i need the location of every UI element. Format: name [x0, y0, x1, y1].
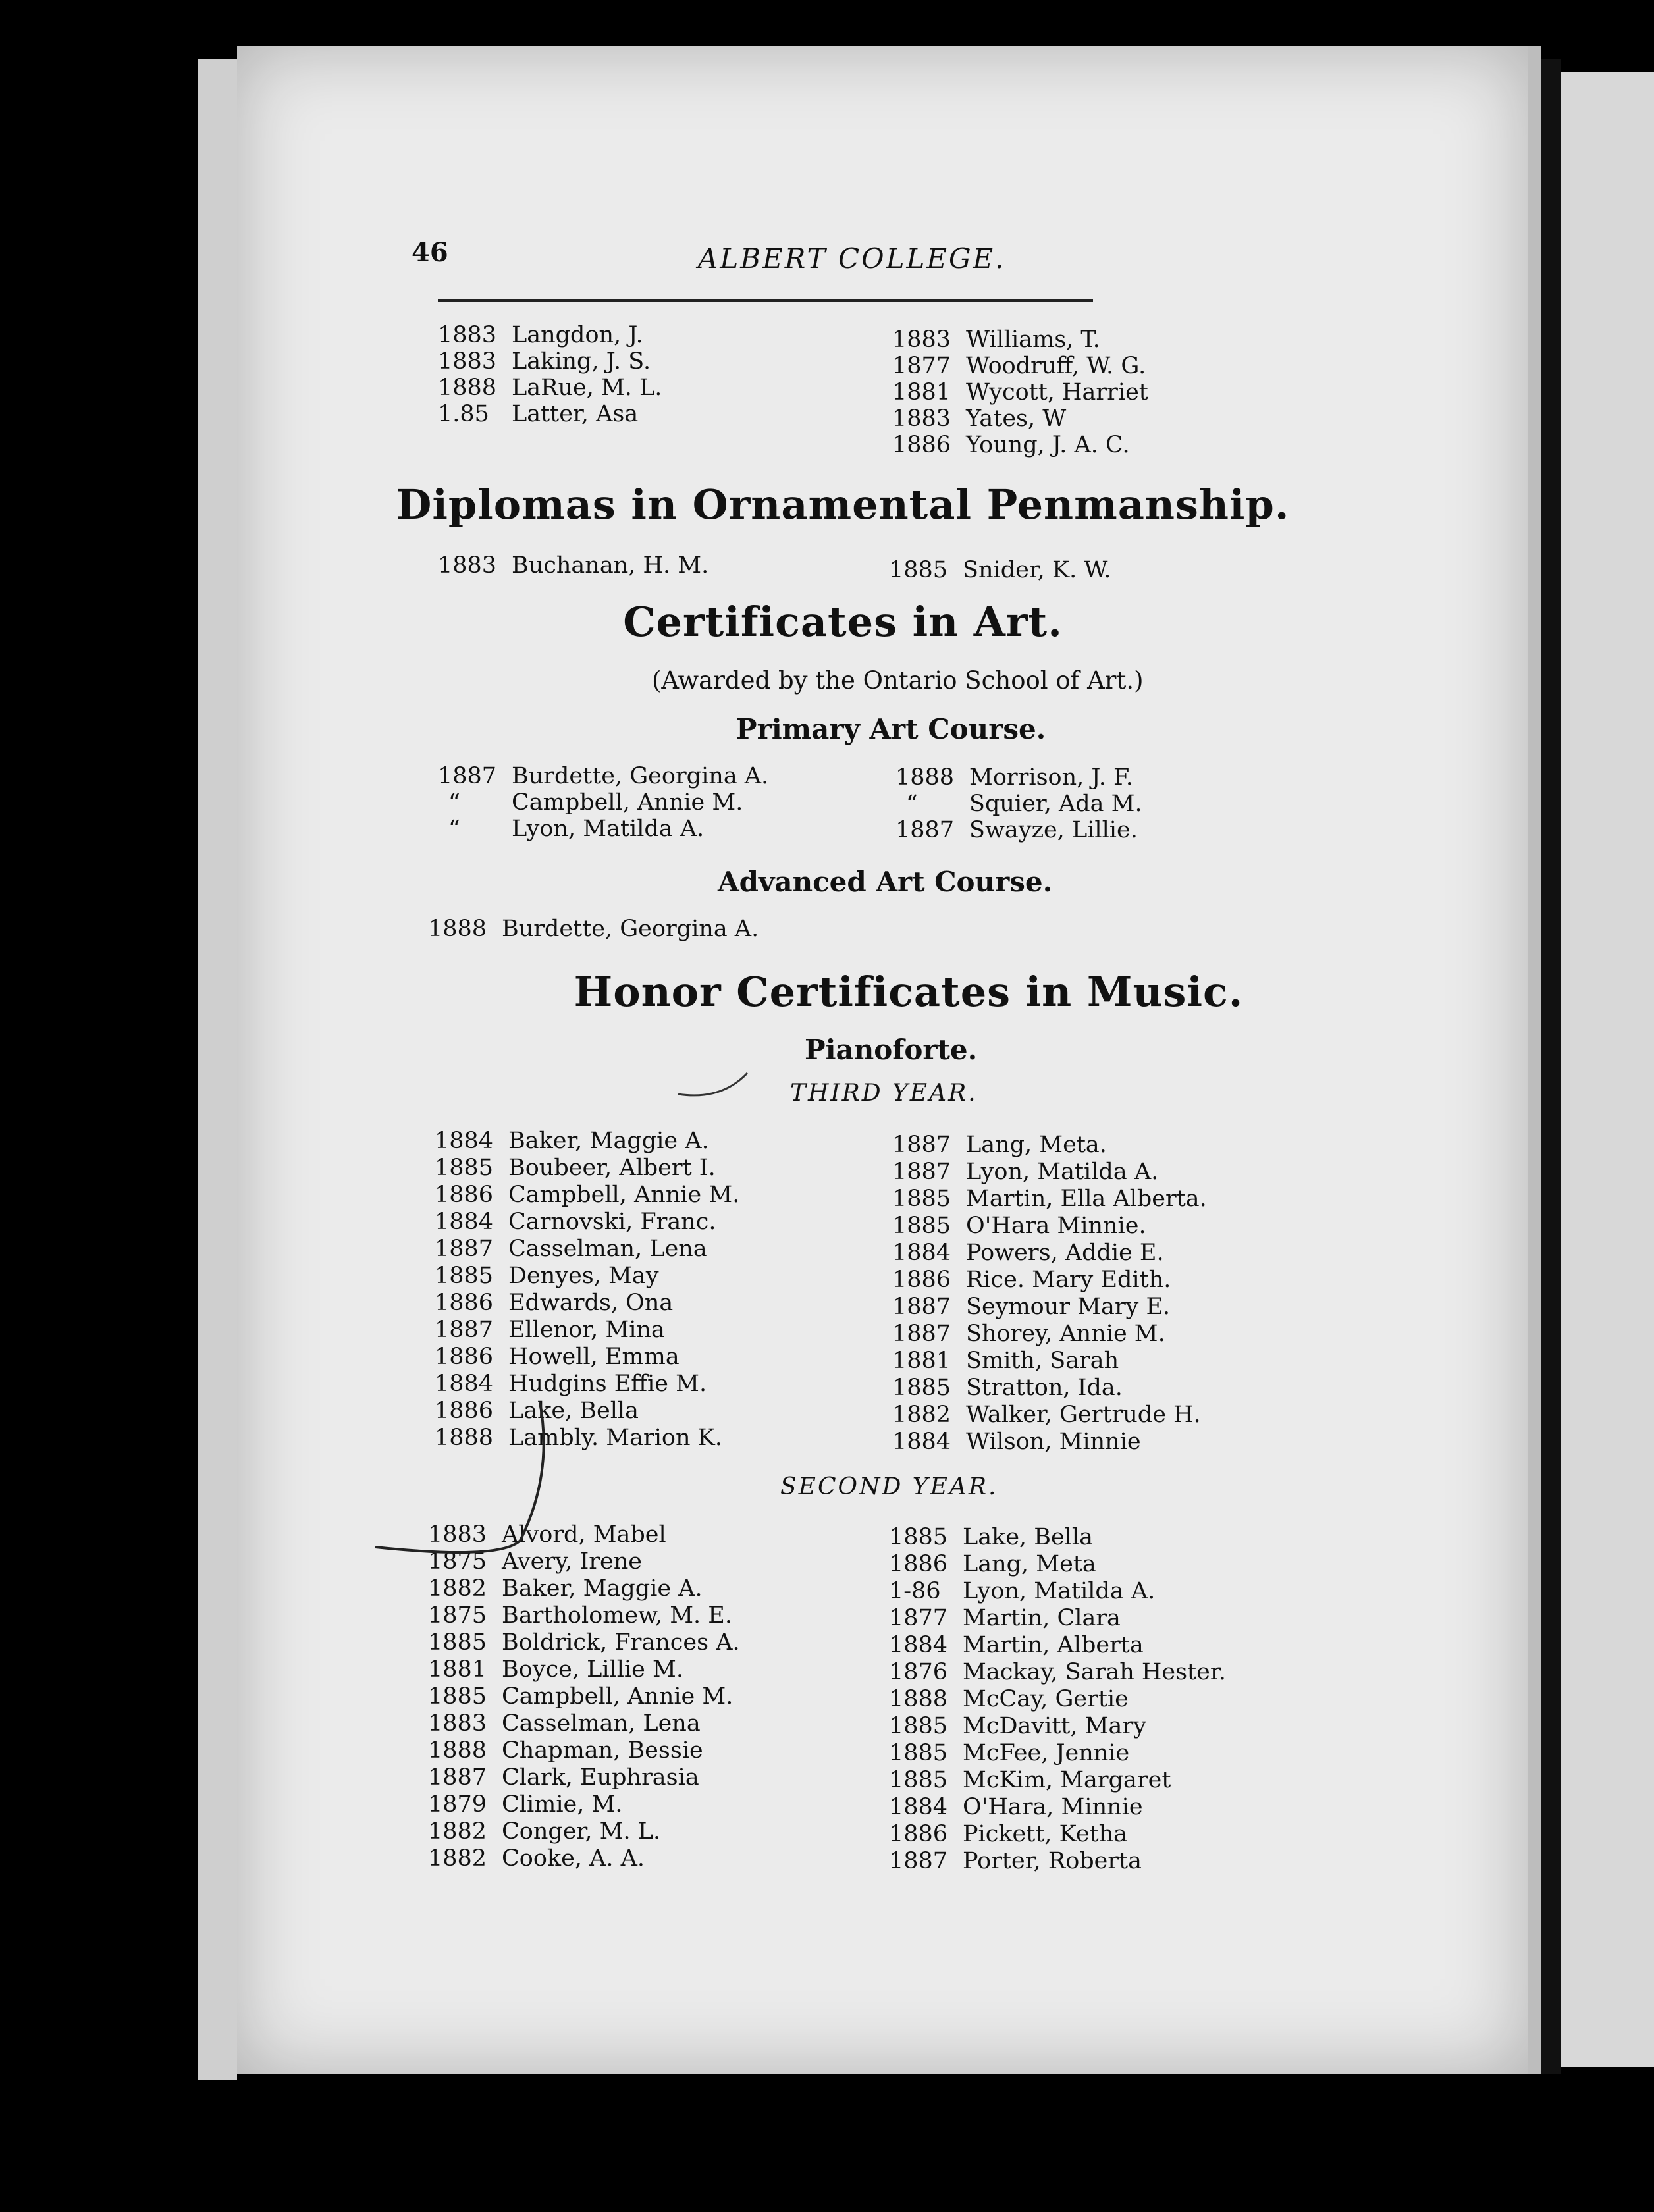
list-item: 1884 Hudgins Effie M.	[435, 1371, 707, 1397]
list-item: 1881 Boyce, Lillie M.	[428, 1656, 683, 1683]
list-item: 1885 Boldrick, Frances A.	[428, 1629, 740, 1656]
list-item: 1886 Lake, Bella	[435, 1398, 639, 1424]
list-item: 1885 Snider, K. W.	[889, 557, 1111, 583]
list-item: 1885 Denyes, May	[435, 1263, 659, 1289]
list-item: 1876 Mackay, Sarah Hester.	[889, 1659, 1226, 1685]
list-item: 1879 Climie, M.	[428, 1791, 623, 1818]
list-item: 1881 Smith, Sarah	[892, 1348, 1119, 1374]
list-item: 1886 Young, J. A. C.	[892, 432, 1130, 458]
section-title-art: Certificates in Art.	[623, 598, 1063, 646]
list-item: 1886 Lang, Meta	[889, 1551, 1096, 1577]
section-title-diplomas: Diplomas in Ornamental Penmanship.	[396, 481, 1290, 529]
list-item: “ Campbell, Annie M.	[448, 789, 743, 816]
list-item: 1877 Martin, Clara	[889, 1605, 1121, 1631]
list-item: 1.85 Latter, Asa	[438, 401, 639, 427]
list-item: 1883 Langdon, J.	[438, 322, 643, 348]
list-item: 1887 Shorey, Annie M.	[892, 1321, 1165, 1347]
list-item: 1885 Stratton, Ida.	[892, 1375, 1123, 1401]
list-item: 1882 Conger, M. L.	[428, 1818, 661, 1845]
list-item: 1883 Casselman, Lena	[428, 1710, 701, 1737]
list-item: 1888 Lambly. Marion K.	[435, 1425, 722, 1451]
list-item: 1884 Martin, Alberta	[889, 1632, 1144, 1658]
list-item: 1883 Alvord, Mabel	[428, 1521, 666, 1548]
list-item: 1877 Woodruff, W. G.	[892, 353, 1146, 379]
list-item: 1886 Pickett, Ketha	[889, 1821, 1128, 1847]
list-item: 1882 Walker, Gertrude H.	[892, 1402, 1201, 1428]
binding-shadow	[1541, 59, 1561, 2074]
list-item: 1886 Rice. Mary Edith.	[892, 1267, 1171, 1293]
list-item: 1888 Burdette, Georgina A.	[428, 916, 759, 942]
list-item: 1882 Cooke, A. A.	[428, 1845, 645, 1872]
list-item: 1887 Lang, Meta.	[892, 1132, 1107, 1158]
list-item: 1887 Clark, Euphrasia	[428, 1764, 699, 1791]
list-item: 1886 Campbell, Annie M.	[435, 1182, 740, 1208]
list-item: 1886 Edwards, Ona	[435, 1290, 674, 1316]
list-item: 1888 McCay, Gertie	[889, 1686, 1129, 1712]
book-gutter	[1528, 46, 1541, 2074]
list-item: 1885 O'Hara Minnie.	[892, 1213, 1146, 1239]
list-item: 1883 Williams, T.	[892, 327, 1100, 353]
list-item: 1875 Bartholomew, M. E.	[428, 1602, 732, 1629]
list-item: 1885 McKim, Margaret	[889, 1767, 1171, 1793]
subhead-advanced-art: Advanced Art Course.	[718, 866, 1053, 898]
list-item: 1885 Boubeer, Albert I.	[435, 1155, 716, 1181]
list-item: 1888 Morrison, J. F.	[895, 764, 1133, 791]
list-item: 1887 Ellenor, Mina	[435, 1317, 665, 1343]
list-item: 1881 Wycott, Harriet	[892, 379, 1148, 406]
list-item: 1-86 Lyon, Matilda A.	[889, 1578, 1156, 1604]
list-item: 1887 Seymour Mary E.	[892, 1294, 1171, 1320]
subhead-second-year: SECOND YEAR.	[780, 1473, 998, 1500]
subhead-primary-art: Primary Art Course.	[736, 713, 1046, 745]
list-item: 1887 Casselman, Lena	[435, 1236, 707, 1262]
running-head: ALBERT COLLEGE.	[698, 242, 1006, 275]
facing-page-edge	[1561, 72, 1654, 2067]
subhead-third-year: THIRD YEAR.	[790, 1080, 978, 1107]
list-item: 1885 Campbell, Annie M.	[428, 1683, 734, 1710]
art-note: (Awarded by the Ontario School of Art.)	[652, 666, 1144, 695]
list-item: 1888 LaRue, M. L.	[438, 375, 662, 401]
page-number: 46	[412, 237, 448, 268]
list-item: 1885 Martin, Ella Alberta.	[892, 1186, 1207, 1212]
list-item: 1883 Yates, W	[892, 406, 1067, 432]
list-item: 1887 Porter, Roberta	[889, 1848, 1142, 1874]
list-item: 1883 Buchanan, H. M.	[438, 552, 709, 579]
list-item: 1884 Wilson, Minnie	[892, 1429, 1141, 1455]
list-item: 1875 Avery, Irene	[428, 1548, 642, 1575]
list-item: 1883 Laking, J. S.	[438, 348, 651, 375]
list-item: 1882 Baker, Maggie A.	[428, 1575, 703, 1602]
list-item: 1888 Chapman, Bessie	[428, 1737, 703, 1764]
pencil-bracket-mark	[369, 1396, 566, 1567]
section-title-music: Honor Certificates in Music.	[574, 968, 1244, 1016]
list-item: “ Squier, Ada M.	[906, 791, 1142, 817]
list-item: 1884 O'Hara, Minnie	[889, 1794, 1143, 1820]
list-item: 1885 Lake, Bella	[889, 1524, 1093, 1550]
pencil-mark	[675, 1060, 767, 1099]
list-item: 1887 Lyon, Matilda A.	[892, 1159, 1159, 1185]
list-item: 1886 Howell, Emma	[435, 1344, 680, 1370]
header-rule	[438, 299, 1093, 302]
list-item: 1885 McDavitt, Mary	[889, 1713, 1146, 1739]
list-item: 1887 Burdette, Georgina A.	[438, 763, 769, 789]
list-item: 1884 Carnovski, Franc.	[435, 1209, 716, 1235]
left-page-edge	[198, 59, 237, 2080]
subhead-pianoforte: Pianoforte.	[805, 1034, 978, 1066]
list-item: 1884 Powers, Addie E.	[892, 1240, 1164, 1266]
list-item: 1887 Swayze, Lillie.	[895, 817, 1138, 843]
list-item: 1884 Baker, Maggie A.	[435, 1128, 709, 1154]
list-item: 1885 McFee, Jennie	[889, 1740, 1130, 1766]
list-item: “ Lyon, Matilda A.	[448, 816, 705, 842]
